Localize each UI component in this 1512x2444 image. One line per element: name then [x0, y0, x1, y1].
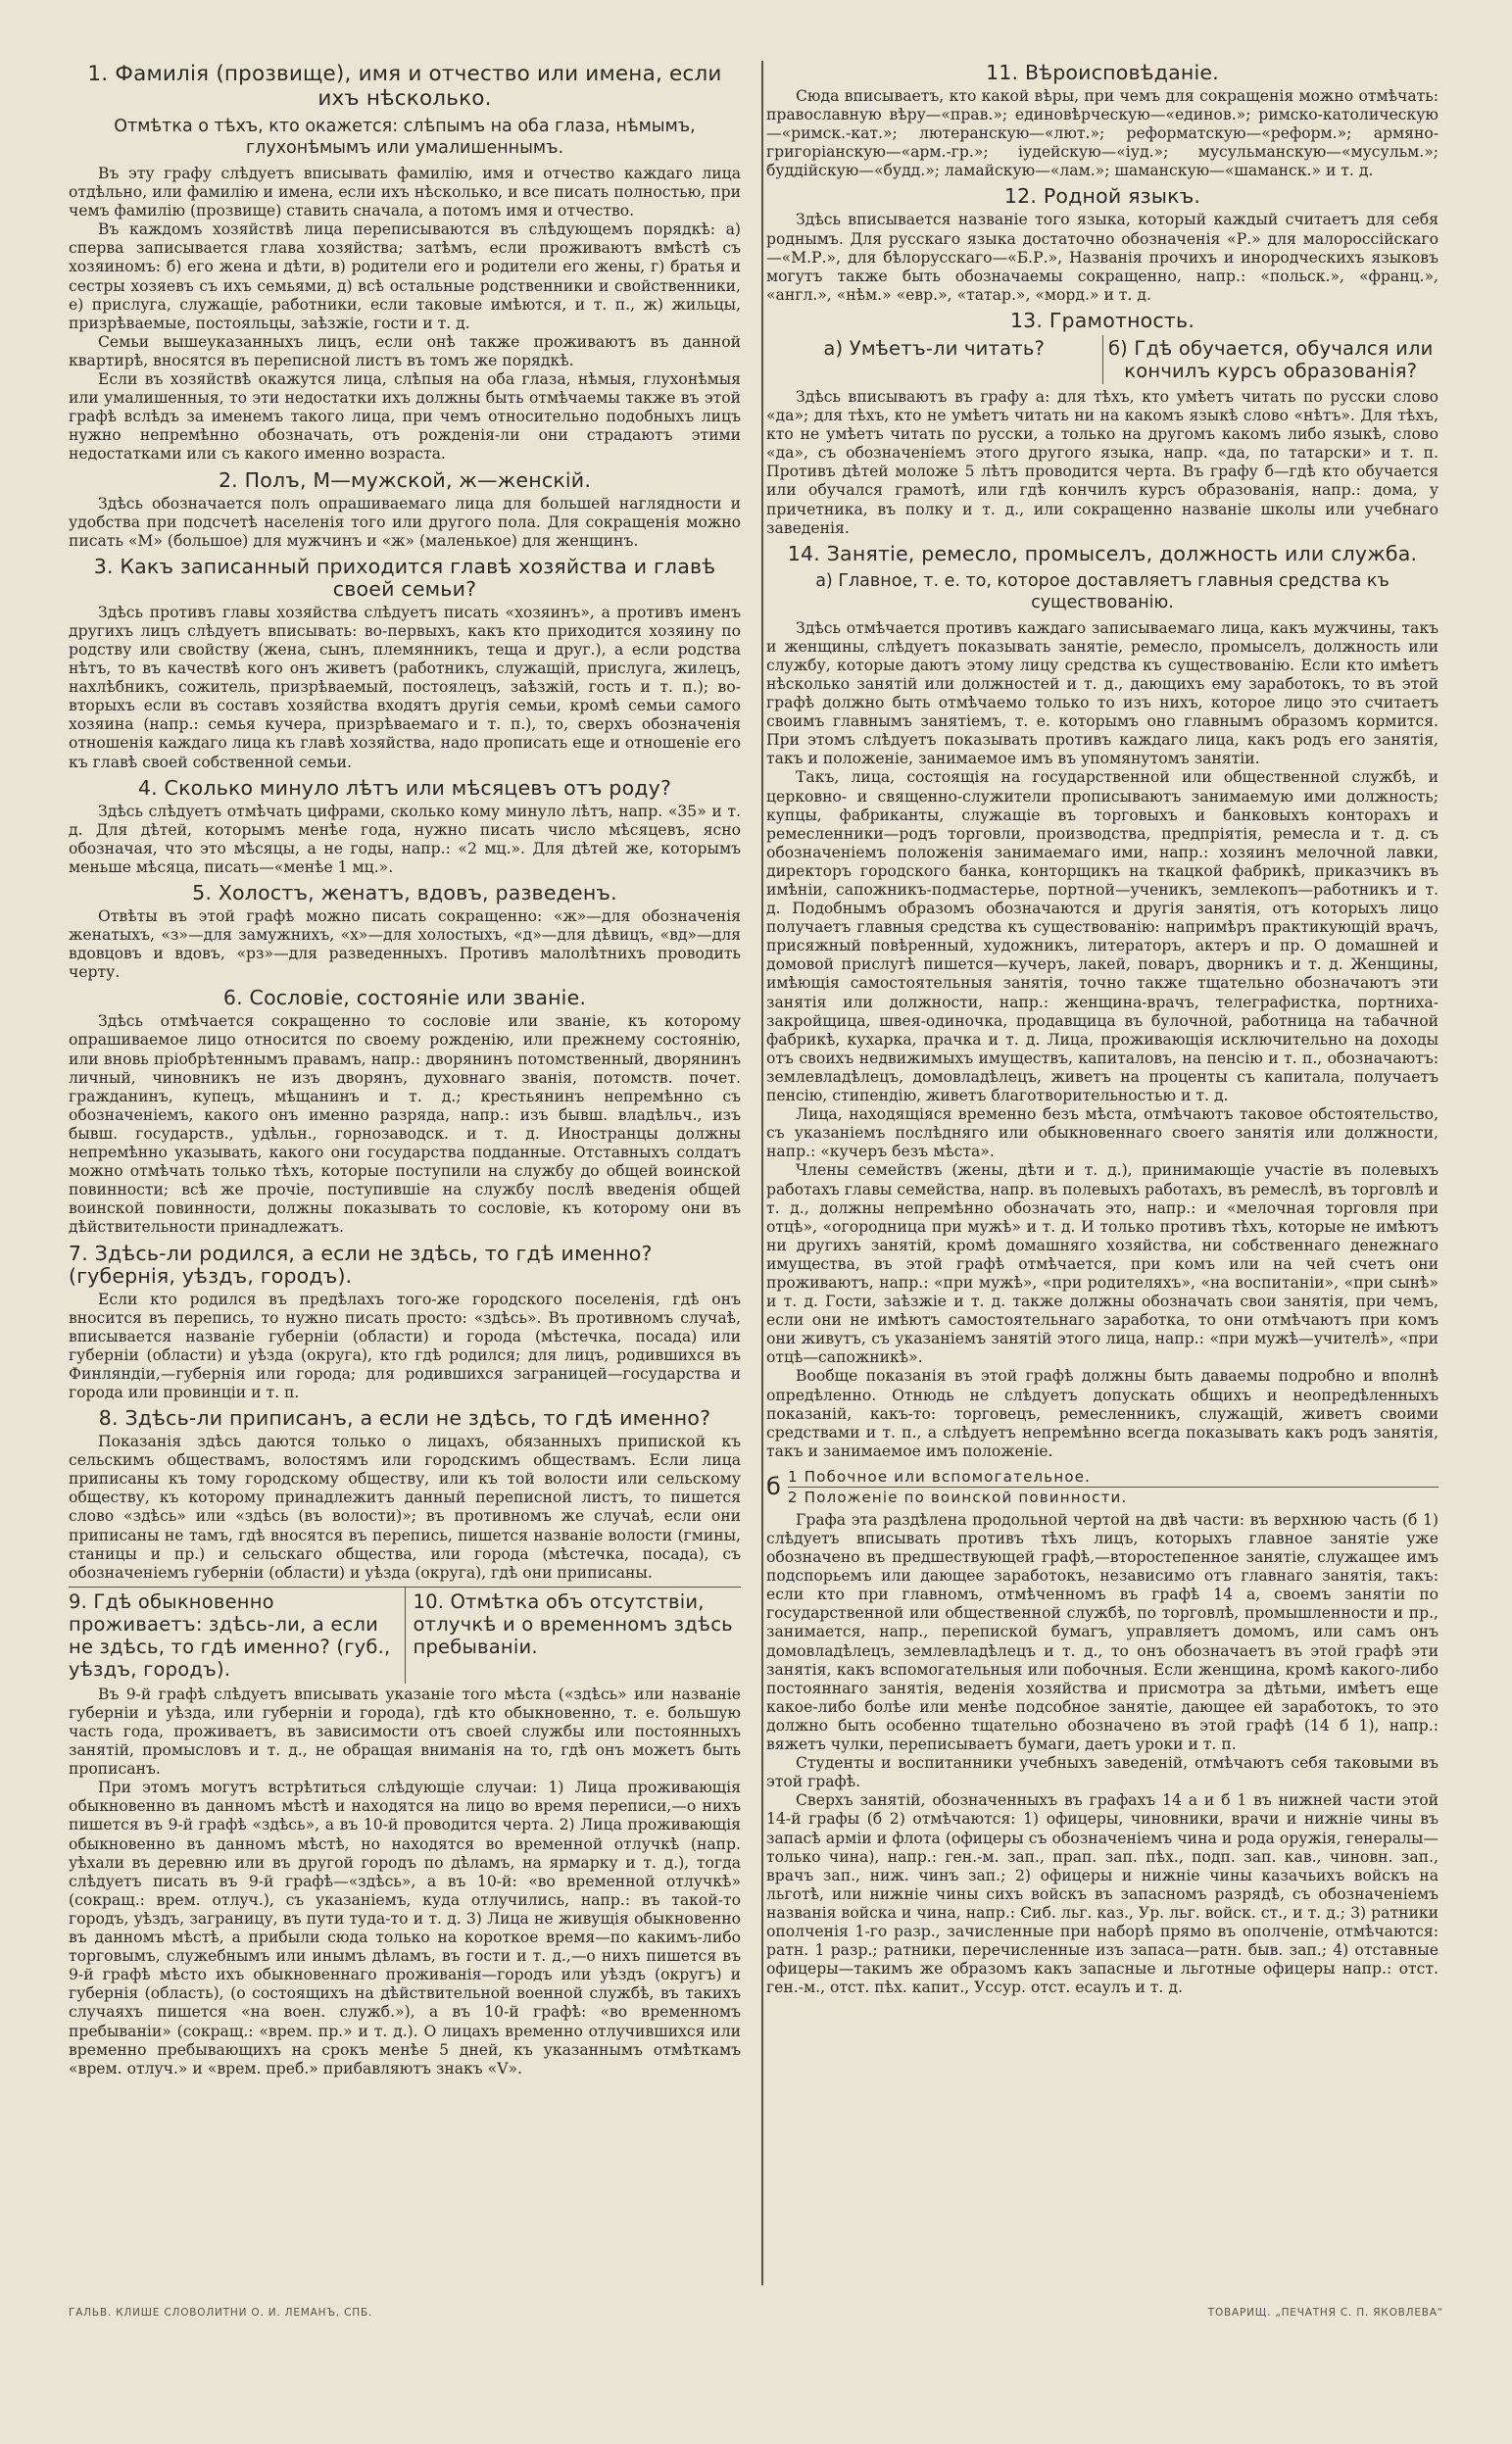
section-1-paragraph: Семьи вышеуказанныхъ лицъ, если онѣ также проживаютъ въ данной квартирѣ, вносятся въ переписной листъ въ томъ же порядкѣ.: [69, 332, 741, 369]
section-2-title: 2. Полъ, М—мужской, ж—женскій.: [218, 467, 592, 492]
section-12-paragraph: Здѣсь вписывается названіе того языка, который каждый считаетъ для себя роднымъ. Для русскаго языка достаточно обозначенія «Р.» для малороссійскаго—«М.Р.», для бѣлорусскаго—«Б.Р.», Названія прочихъ и инородческихъ языковъ могутъ также быть обозначаемы сокращенно, напр.: «польск.», «франц.», «англ.», «нѣм.» «евр.», «татар.», «морд.» и т. д.: [766, 211, 1439, 304]
section-9-paragraph: Въ 9-й графѣ слѣдуетъ вписывать указаніе того мѣста («здѣсь» или названіе губерніи и уѣзда, или губерніи и города), гдѣ кто обыкновенно, т. е. большую часть года, проживаетъ, въ зависимости отъ своей службы или постоянныхъ занятій, промысловъ и т. д., не обращая вниманія на то, гдѣ онъ можетъ быть прописанъ.: [69, 1685, 741, 1779]
left-column: [69, 57, 741, 2340]
section-13a-cell: [766, 335, 1103, 384]
section-14b1-label: 1 Побочное или вспомогательное.: [788, 1467, 1439, 1488]
section-2-paragraph: Здѣсь обозначается полъ опрашиваемаго лица для большей наглядности и удобства при подсчетѣ населенія того или другого пола. Для сокращенія можно писать «М» (большое) для мужчинъ и «ж» (маленькое) для женщинъ.: [69, 494, 741, 550]
section-11-paragraph: Сюда вписываетъ, кто какой вѣры, при чемъ для сокращенія можно отмѣчать: православную вѣру—«прав.»; единовѣрческую—«единов.»; римско-католическую—«римск.-кат.»; лютеранскую—«лют.»; реформатскую—«реформ.»; армяно-григоріанскую—«арм.-гр.»; іудейскую—«іуд.»; мусульманскую—«мусульм.»; буддійскую—«будд.»; ламайскую—«лам.»; шаманскую—«шаманск.» и т. д.: [766, 87, 1439, 180]
sections-9-10-header: [69, 1587, 741, 1684]
section-13-paragraph: Здѣсь вписываютъ въ графу а: для тѣхъ, кто умѣетъ читать по русски слово «да»; для тѣхъ, кто не умѣетъ читать ни на какомъ языкѣ слово «нѣтъ». Для тѣхъ, кто не умѣетъ читать по русски, а только на другомъ какомъ либо языкѣ, слово «да», съ обозначеніемъ этого другого языка, напр. «да, по татарски» и т. п. Противъ дѣтей моложе 5 лѣтъ проводится черта. Въ графу б—гдѣ кто обучается или обучался грамотѣ, или гдѣ кончилъ курсъ образованія, напр.: дома, у причетника, въ полку и т. д., или сокращенно названіе школы или учебнаго заведенія.: [766, 387, 1439, 537]
right-column: [766, 57, 1439, 2340]
section-9-paragraph: При этомъ могутъ встрѣтиться слѣдующіе случаи: 1) Лица проживающія обыкновенно въ данномъ мѣстѣ и находятся на лицо во время переписи,—о нихъ пишется въ 9-й графѣ «здѣсь», а въ 10-й проводится черта. 2) Лица проживающія обыкновенно въ данномъ мѣстѣ, но находятся во временной отлучкѣ (напр. уѣхали въ деревню или въ другой городъ по дѣламъ, на ярмарку и т. д.), тогда слѣдуетъ писать въ 9-й графѣ—«здѣсь», а въ 10-й: «во временной отлучкѣ» (сокращ.: врем. отлуч.), съ указаніемъ, куда отлучились, напр.: въ такой-то городъ, уѣздъ, заграницу, въ пути туда-то и т. д. 3) Лица не живущія обыкновенно въ данномъ мѣстѣ, а прибыли сюда только на короткое время—по какимъ-либо торговымъ, служебнымъ или инымъ дѣламъ, въ гости и т. д.,—о нихъ пишется въ 9-й графѣ мѣсто ихъ обыкновеннаго проживанія—городъ или уѣздъ (округъ) и губернія (область), (о состоящихъ на дѣйствительной военной службѣ, въ такихъ случаяхъ пишется «на воен. служб.»), а въ 10-й графѣ: «во временномъ пребываніи» (сокращ.: «врем. пр.» и т. д.). О лицахъ временно отлучившихся или временно пребывающихъ на срокъ менѣе 5 дней, къ указаннымъ отмѣткамъ «врем. отлуч.» и «врем. преб.» прибавляютъ знакъ «V».: [69, 1779, 741, 2077]
section-3-paragraph: Здѣсь противъ главы хозяйства слѣдуетъ писать «хозяинъ», а противъ именъ другихъ лицъ слѣдуетъ вписывать: во-первыхъ, какъ кто приходится хозяину по родству или свойству (жена, сынъ, племянникъ, теща и друг.), а если родства нѣтъ, то въ качествѣ кого онъ живетъ (работникъ, служащій, прислуга, жилецъ, нахлѣбникъ, сожитель, призрѣваемый, постоялецъ, заѣзжій, гость и т. п.); во-вторыхъ если въ составъ хозяйства входятъ другія семьи, кромѣ семьи самого хозяина (напр.: семья кучера, призрѣваемаго и т. п.), то, сверхъ обозначенія отношенія каждаго лица къ главѣ хозяйства, надо прописать еще и отношеніе его къ главѣ своей собственной семьи.: [69, 603, 741, 771]
section-10-title: 10. Отмѣтка объ отсутствіи, отлучкѣ и о временномъ здѣсь пребываніи.: [413, 1589, 733, 1658]
section-14b-paragraph: Графа эта раздѣлена продольной чертой на двѣ части: въ верхнюю часть (б 1) слѣдуетъ вписывать противъ тѣхъ лицъ, которыхъ главное занятіе уже обозначено въ предшествующей графѣ,—второстепенное занятіе, служащее имъ подспорьемъ или дающее заработокъ, независимо отъ главнаго занятія, такъ: если кто при главномъ, отмѣченномъ въ графѣ 14 а, своемъ занятіи по государственной или общественной службѣ, по торговлѣ, промышленности и пр., занимается, напр., перепиской бумагъ, управляетъ домомъ, или самъ онъ домовладѣлецъ, землевладѣлецъ и т. д., то онъ обозначаетъ въ этой графѣ эти занятія, какъ вспомогательныя или побочныя. Если женщина, кромѣ какого-либо постояннаго занятія, веденія хозяйства и присмотра за дѣтьми, имѣетъ еще какое-либо болѣе или менѣе подсобное занятіе, дающее ей заработокъ, то это должно быть особенно тщательно обозначено въ этой графѣ (14 б 1), напр.: вяжетъ чулки, переписываетъ бумаги, даетъ уроки и т. п.: [766, 1510, 1439, 1754]
section-14-paragraph: Здѣсь отмѣчается противъ каждаго записываемаго лица, какъ мужчины, такъ и женщины, слѣдуетъ показывать занятіе, ремесло, промыселъ, должность или службу, которые даютъ этому лицу средства къ существованію. Если кто имѣетъ нѣсколько занятій или должностей и т. д., дающихъ ему заработокъ, то въ этой графѣ должно быть отмѣчаемо только то изъ нихъ, которое лицо это считаетъ своимъ главнымъ занятіемъ, т. е. которымъ оно главнымъ образомъ кормится. При этомъ слѣдуетъ показывать противъ каждаго лица, какъ родъ его занятія, такъ и положеніе, занимаемое имъ въ упомянутомъ занятіи.: [766, 618, 1439, 768]
section-11-title: 11. Вѣроисповѣданіе.: [986, 61, 1219, 84]
section-14-paragraph: Члены семействъ (жены, дѣти и т. д.), принимающіе участіе въ полевыхъ работахъ главы семейства, напр. въ полевыхъ работахъ, въ ремеслѣ, въ торговлѣ и т. д., должны непремѣнно обозначать это, напр.: и «мелочная торговля при отцѣ», «огородница при мужѣ» и т. д. И только противъ тѣхъ, которые не имѣютъ ни другихъ занятій, кромѣ домашняго хозяйства, ни собственнаго денежнаго имущества, въ этой графѣ отмѣчается, при комъ или на чей счетъ они проживаютъ, напр.: «при мужѣ», «при родителяхъ», «на воспитаніи», «при сынѣ» и т. д. Гости, заѣзжіе и т. д. также должны обозначать свои занятія, при чемъ, если они не имѣютъ самостоятельнаго заработка, то они отмѣчаютъ при комъ они живутъ, съ указаніемъ занятій этого лица, напр.: «при мужѣ—учителѣ», «при отцѣ—сапожникѣ».: [766, 1161, 1439, 1367]
section-14-paragraph: Такъ, лица, состоящія на государственной или общественной службѣ, и церковно- и священно-служители прописываютъ занимаемую ими должность; купцы, фабриканты, служащіе въ торговыхъ и банковыхъ конторахъ и ремесленники—родъ торговли, производства, предпріятія, ремесла и т. д. съ обозначеніемъ положенія занимаемаго ими, напр.: хозяинъ мелочной лавки, директоръ городского банка, конторщикъ на ткацкой фабрикѣ, приказчикъ въ имѣніи, сапожникъ-подмастерье, портной—ученикъ, землекопъ—работникъ и т. д. Подобнымъ образомъ обозначаются и другія занятія, отъ которыхъ лицо получаетъ главныя средства къ существованію: напримѣръ практикующій врачъ, присяжный повѣренный, художникъ, литераторъ, актеръ и пр. О домашней и домовой прислугѣ пишется—кучеръ, лакей, поваръ, дворникъ и т. д. Женщины, имѣющія самостоятельныя занятія, точно также тщательно обозначаютъ эти занятія или должности, напр.: женщина-врачъ, телеграфистка, портниха-закройщица, швея-одиночка, продавщица въ булочной, работница на табачной фабрикѣ, кухарка, прачка и т. д. Лица, проживающія исключительно на доходы отъ своихъ недвижимыхъ имуществъ, капиталовъ, на пенсію и т. п., обозначаютъ: землевладѣлецъ, домовладѣлецъ, живетъ на проценты съ капитала, получаетъ пенсію, стипендію, живетъ благотворительностью и т. д.: [766, 768, 1439, 1105]
section-9-title: 9. Гдѣ обыкновенно проживаетъ: здѣсь-ли, а если не здѣсь, то гдѣ именно? (губ., уѣздъ, городъ).: [69, 1589, 391, 1681]
section-14b-paragraph: Студенты и воспитанники учебныхъ заведеній, отмѣчаютъ себя таковыми въ этой графѣ.: [766, 1754, 1439, 1791]
footer-printer-left: ГАЛЬВ. КЛИШЕ СЛОВОЛИТНИ О. И. ЛЕМАНЪ, СПБ.: [69, 2307, 373, 2319]
section-12-title: 12. Родной языкъ.: [1003, 184, 1201, 209]
section-6-paragraph: Здѣсь отмѣчается сокращенно то сословіе или званіе, къ которому опрашиваемое лицо относится по своему рожденію, или прежнему состоянію, или вновь пріобрѣтеннымъ правамъ, напр.: дворянинъ потомственный, дворянинъ личный, чиновникъ не изъ дворянъ, духовнаго званія, потомств. почет. гражданинъ, купецъ, мѣщанинъ и т. д.; крестьянинъ непремѣнно съ обозначеніемъ, какого онъ именно разряда, напр.: изъ бывш. владѣльч., изъ бывш. государств., удѣльн., горнозаводск. и т. д. Иностранцы должны непремѣнно указывать, какого они государства подданные. Отставныхъ солдатъ можно отмѣчать только тѣхъ, которые поступили на службу до общей воинской повинности; всѣ же прочіе, поступившіе на службу послѣ введенія общей воинской повинности, должны показывать то сословіе, къ которому они въ дѣйствительности принадлежатъ.: [69, 1012, 741, 1237]
section-13-subheaders: [766, 335, 1439, 384]
section-5-title: 5. Холостъ, женатъ, вдовъ, разведенъ.: [192, 881, 617, 904]
section-1-paragraph: Въ каждомъ хозяйствѣ лица переписываются въ слѣдующемъ порядкѣ: а) сперва записывается глава хозяйства; затѣмъ, если проживаютъ вмѣстѣ съ хозяиномъ: б) его жена и дѣти, в) родители его и родители его жены, г) братья и сестры хозяевъ съ ихъ семьями, д) всѣ остальные родственники и свойственники, е) прислуга, служащіе, работники, если таковые имѣются, и т. п., ж) жильцы, призрѣваемые, постояльцы, заѣзжіе, гости и т. д.: [69, 220, 741, 332]
section-14b-subheader: [766, 1467, 1439, 1507]
section-3-title: 3. Какъ записанный приходится главѣ хозяйства и главѣ своей семьи?: [93, 554, 716, 601]
section-14b-letter: б: [766, 1473, 783, 1501]
section-13-title: 13. Грамотность.: [1009, 308, 1195, 332]
section-1-subtitle: Отмѣтка о тѣхъ, кто окажется: слѣпымъ на оба глаза, нѣмымъ, глухонѣмымъ или умалишеннымъ.: [114, 117, 696, 158]
section-8-paragraph: Показанія здѣсь даются только о лицахъ, обязанныхъ припиской къ сельскимъ обществамъ, волостямъ или городскимъ обществамъ. Если лица приписаны къ тому городскому обществу, или къ той волости или сельскому обществу, къ которому принадлежитъ данный переписной листъ, то пишется слово «здѣсь» или «здѣсь (въ волости)»; въ противномъ же случаѣ, если они приписаны не тамъ, гдѣ вносятся въ перепись, пишется названіе волости (гмины, станицы и пр.) и сельскаго общества, или города (мѣстечка, посада), съ обозначеніемъ губерніи (области) и уѣзда (округа), гдѣ они приписаны.: [69, 1433, 741, 1582]
section-14b2-label: 2 Положеніе по воинской повинности.: [788, 1488, 1128, 1506]
section-1-title: 1. Фамилія (прозвище), имя и отчество или имена, если ихъ нѣсколько.: [87, 62, 722, 111]
section-8-title: 8. Здѣсь-ли приписанъ, а если не здѣсь, то гдѣ именно?: [98, 1406, 711, 1431]
columns: [69, 57, 1443, 2340]
section-13a-title: а) Умѣетъ-ли читать?: [823, 336, 1046, 360]
section-7-title: 7. Здѣсь-ли родился, а если не здѣсь, то гдѣ именно? (губернія, уѣздъ, городъ).: [69, 1241, 653, 1288]
section-10-header-cell: [406, 1588, 742, 1684]
footer: [69, 2307, 1443, 2319]
section-14b-paragraph: Сверхъ занятій, обозначенныхъ въ графахъ 14 а и б 1 въ нижней части этой 14-й графы (б 2) отмѣчаются: 1) офицеры, чиновники, врачи и нижніе чины въ запасѣ арміи и флота (офицеры съ обозначеніемъ чина и рода оружія, генералы—только чина), напр.: ген.-м. зап., прап. зап. пѣх., подп. зап. кав., чиновн. зап., врачъ зап., ниж. чинъ зап.; 2) офицеры и нижніе чины казачьихъ войскъ на льготѣ, или нижніе чины сихъ войскъ въ запасномъ разрядѣ, съ обозначеніемъ названія войска и чина, напр.: Сиб. льг. каз., Ур. льг. войск. ст., и т. д.; 3) ратники ополченія 1-го разр., зачисленные при наборѣ прямо въ ополченіе, отмѣчаются: ратн. 1 разр.; ратники, перечисленные изъ запаса—ратн. быв. зап.; 4) отставные офицеры—такимъ же образомъ какъ запасные и льготные офицеры напр.: отст. ген.-м., отст. пѣх. капит., Уссур. отст. есаулъ и т. д.: [766, 1791, 1439, 1997]
footer-printer-right: ТОВАРИЩ. „ПЕЧАТНЯ С. П. ЯКОВЛЕВА“: [1207, 2307, 1443, 2319]
section-14a-subtitle: а) Главное, т. е. то, которое доставляетъ главныя средства къ существованію.: [815, 570, 1390, 612]
section-9-header-cell: [69, 1588, 406, 1684]
section-14-paragraph: Лица, находящіяся временно безъ мѣста, отмѣчаютъ таковое обстоятельство, съ указаніемъ послѣдняго или обыкновеннаго своего занятія или должности, напр.: «кучеръ безъ мѣста».: [766, 1105, 1439, 1161]
section-4-title: 4. Сколько минуло лѣтъ или мѣсяцевъ отъ роду?: [137, 775, 672, 800]
section-14-title: 14. Занятіе, ремесло, промыселъ, должность или служба.: [787, 541, 1418, 565]
section-14-paragraph: Вообще показанія въ этой графѣ должны быть даваемы подробно и вполнѣ опредѣленно. Отнюдь не слѣдуетъ допускать общихъ и неопредѣленныхъ показаній, какъ-то: торговецъ, ремесленникъ, служащій, живетъ своими средствами и т. п., а слѣдуетъ непремѣнно всегда показывать какъ родъ занятія, такъ и занимаемое имъ положеніе.: [766, 1367, 1439, 1460]
section-13b-title: б) Гдѣ обучается, обучался или кончилъ курсъ образованія?: [1107, 336, 1434, 382]
section-5-paragraph: Отвѣты въ этой графѣ можно писать сокращенно: «ж»—для обозначенія женатыхъ, «з»—для замужнихъ, «х»—для холостыхъ, «д»—для дѣвицъ, «вд»—для вдовцовъ и вдовъ, «рз»—для разведенныхъ. Противъ малолѣтнихъ проводить черту.: [69, 907, 741, 982]
section-14b-lines: [788, 1467, 1439, 1507]
section-4-paragraph: Здѣсь слѣдуетъ отмѣчать цифрами, сколько кому минуло лѣтъ, напр. «35» и т. д. Для дѣтей, которымъ менѣе года, нужно писать число мѣсяцевъ, ясно обозначая, что это мѣсяцы, а не годы, напр.: «2 мц.». Для дѣтей же, которымъ меньше мѣсяца, писать—«менѣе 1 мц.».: [69, 802, 741, 876]
section-13b-cell: [1103, 335, 1439, 384]
section-7-paragraph: Если кто родился въ предѣлахъ того-же городского поселенія, гдѣ онъ вносится въ перепись, то нужно писать просто: «здѣсь». Въ противномъ случаѣ, вписывается названіе губерніи (области) и города (мѣстечка, посада) или губерніи (области) и уѣзда (округа), кто гдѣ родился; для лицъ, родившихся въ Финляндіи,—губернія или города; для родившихся заграницей—государства и города или провинціи и т. п.: [69, 1290, 741, 1401]
section-1-paragraph: Если въ хозяйствѣ окажутся лица, слѣпыя на оба глаза, нѣмыя, глухонѣмыя или умалишенныя, то эти недостатки ихъ должны быть отмѣчаемы также въ этой графѣ вслѣдъ за именемъ такого лица, при чемъ относительно подобныхъ лицъ нужно непремѣнно обозначать, отъ рожденія-ли они страдаютъ этими недостатками или съ какого именно возраста.: [69, 370, 741, 464]
section-6-title: 6. Сословіе, состояніе или званіе.: [222, 986, 587, 1010]
section-1-paragraph: Въ эту графу слѣдуетъ вписывать фамилію, имя и отчество каждаго лица отдѣльно, или фамилію и имена, если ихъ нѣсколько, и все писать полностью, при чемъ фамилію (прозвище) ставить сначала, а потомъ имя и отчество.: [69, 165, 741, 220]
